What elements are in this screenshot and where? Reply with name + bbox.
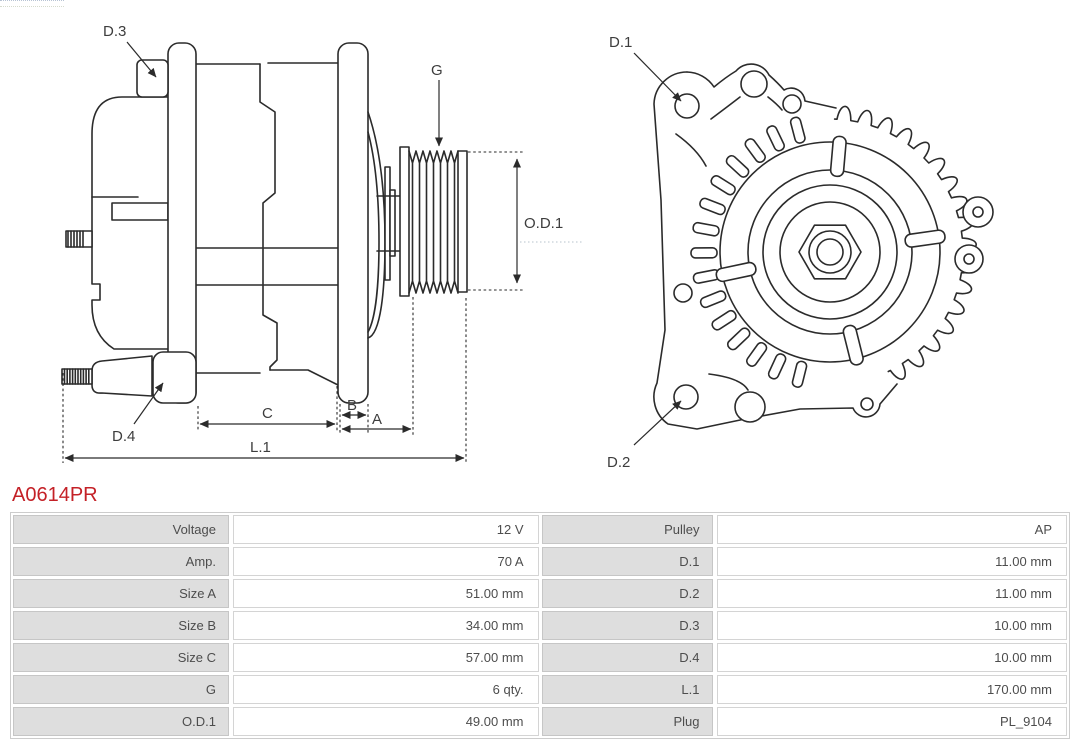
spec-row: [542, 643, 1068, 672]
spec-row: [542, 675, 1068, 704]
spec-value: 49.00 mm: [233, 707, 539, 736]
d4-boss: [153, 352, 196, 403]
spec-label: Pulley: [542, 515, 713, 544]
spec-row: [542, 547, 1068, 576]
spec-label: D.2: [542, 579, 713, 608]
spec-label: D.3: [542, 611, 713, 640]
spec-value: AP: [717, 515, 1068, 544]
spec-row: [13, 515, 539, 544]
cropped-page-artifact: [0, 0, 64, 7]
spec-row: [13, 643, 539, 672]
pulley-left-flange: [400, 147, 409, 296]
dim-label-d1: D.1: [609, 34, 633, 51]
spec-row: [13, 547, 539, 576]
spec-value: 51.00 mm: [233, 579, 539, 608]
spec-label: D.4: [542, 643, 713, 672]
spec-row: [542, 707, 1068, 736]
vent-slots: [691, 116, 808, 388]
dim-label-c: C: [262, 405, 273, 422]
spec-value: 11.00 mm: [717, 547, 1068, 576]
spec-value: 11.00 mm: [717, 579, 1068, 608]
spec-value: 6 qty.: [233, 675, 539, 704]
spec-row: [542, 611, 1068, 640]
d3-boss: [137, 60, 168, 97]
spec-value: 70 A: [233, 547, 539, 576]
spec-value: PL_9104: [717, 707, 1068, 736]
pulley-right-flange: [458, 151, 467, 292]
dim-label-l1: L.1: [250, 439, 271, 456]
spec-value: 10.00 mm: [717, 643, 1068, 672]
spec-row: [13, 611, 539, 640]
spec-value: 12 V: [233, 515, 539, 544]
housing-step-contour: [260, 64, 277, 370]
spec-label: Amp.: [13, 547, 229, 576]
spec-label: G: [13, 675, 229, 704]
stator-body: [196, 63, 338, 385]
spec-row: [13, 579, 539, 608]
spec-value: 57.00 mm: [233, 643, 539, 672]
spec-label: O.D.1: [13, 707, 229, 736]
spec-label: Size B: [13, 611, 229, 640]
dim-label-d2: D.2: [607, 454, 631, 471]
dim-label-od1: O.D.1: [524, 215, 564, 232]
spec-table-left: [13, 515, 539, 736]
lower-lug: [92, 356, 152, 396]
spec-row: [13, 707, 539, 736]
spec-value: 10.00 mm: [717, 611, 1068, 640]
front-flange: [338, 43, 368, 403]
spec-value: 170.00 mm: [717, 675, 1068, 704]
spec-label: L.1: [542, 675, 713, 704]
spec-label: D.1: [542, 547, 713, 576]
part-number: A0614PR: [12, 484, 98, 506]
side-view-drawing: [62, 43, 467, 403]
spec-table-right: [542, 515, 1068, 736]
rear-housing: [92, 97, 168, 349]
spec-row: [542, 515, 1068, 544]
mount-hole-d1: [675, 94, 699, 118]
dim-label-g: G: [431, 62, 443, 79]
spec-row: [542, 579, 1068, 608]
dim-label-b: B: [347, 397, 358, 414]
rear-flange: [168, 43, 196, 403]
spec-label: Plug: [542, 707, 713, 736]
spec-value: 34.00 mm: [233, 611, 539, 640]
spec-row: [13, 675, 539, 704]
terminal-stud-upper: [66, 231, 92, 247]
mount-hole-d2: [674, 385, 698, 409]
spec-label: Size C: [13, 643, 229, 672]
pulley-grooves: [409, 151, 458, 293]
spec-table: [10, 512, 1070, 739]
dim-label-d3: D.3: [103, 23, 127, 40]
dim-label-a: A: [372, 411, 383, 428]
dim-label-d4: D.4: [112, 428, 136, 445]
front-view-drawing: [654, 64, 993, 429]
spec-label: Voltage: [13, 515, 229, 544]
spec-label: Size A: [13, 579, 229, 608]
